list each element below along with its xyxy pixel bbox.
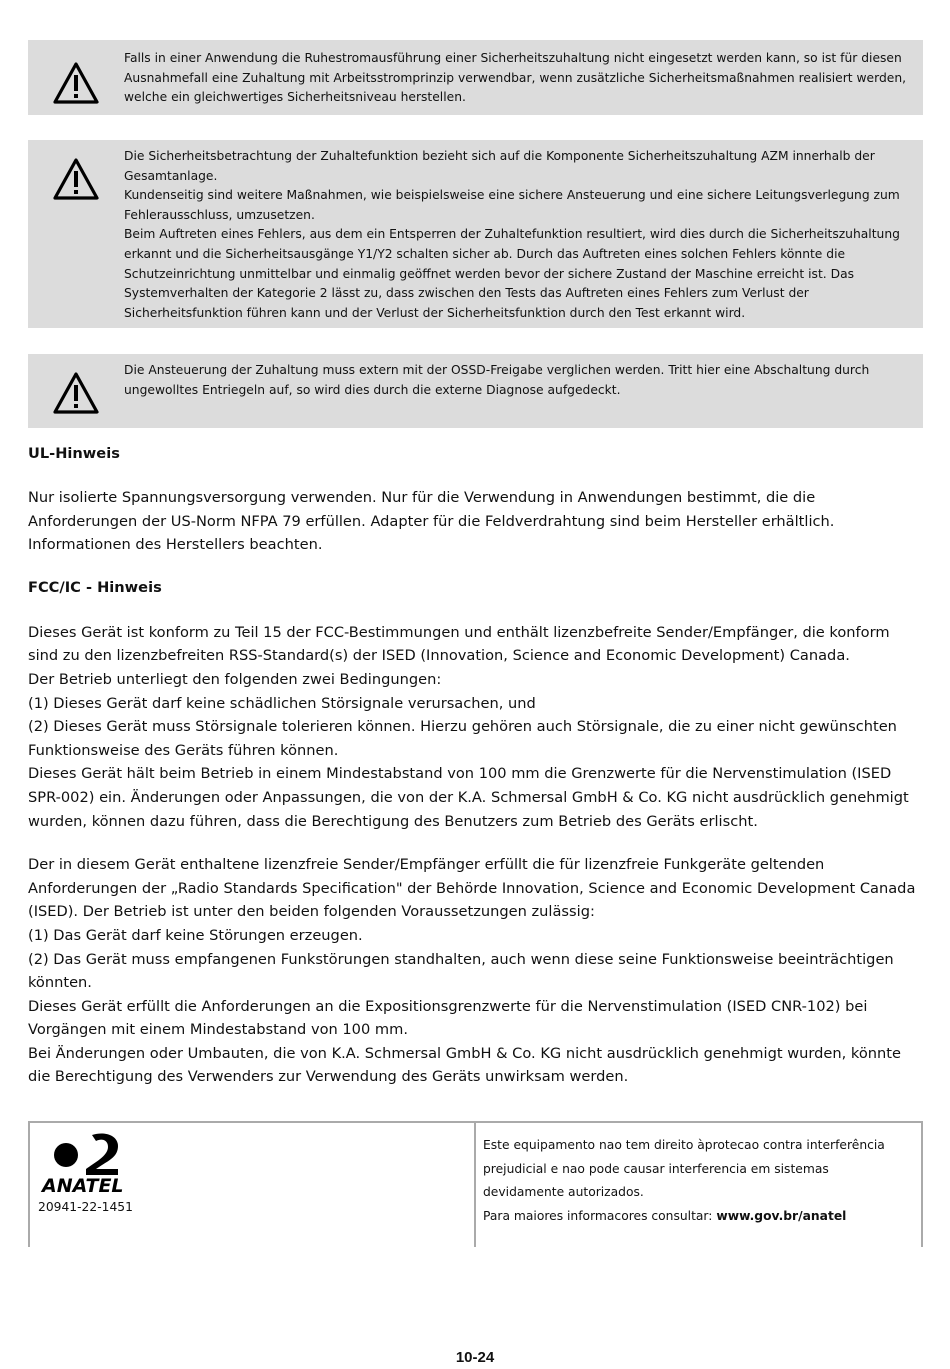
anatel-code: 20941-22-1451 (38, 1200, 133, 1215)
fcc-paragraph: (2) Dieses Gerät muss Störsignale tolerieren können. Hierzu gehören auch Störsignale, die zu einer nicht gewünschten Funktionsweise des Geräts führen können. (28, 718, 897, 759)
fcc-paragraph: Der Betrieb unterliegt den folgenden zwei Bedingungen: (28, 670, 442, 688)
ul-text: Nur isolierte Spannungsversorgung verwenden. Nur für die Verwendung in Anwendungen bestimmt, die die Anforderungen der US-Norm NFPA 79 erfüllen. Adapter für die Feldverdrahtung sind beim Hersteller erhältlich. Informationen des Herstellers beachten. (28, 489, 835, 554)
anatel-url: www.gov.br/anatel (716, 1208, 847, 1223)
warning-text: Die Ansteuerung der Zuhaltung muss extern mit der OSSD-Freigabe verglichen werden. Tritt hier eine Abschaltung durch ungewolltes Entriegeln auf, so wird dies durch die externe Diagnose aufgedeckt. (124, 363, 870, 397)
anatel-logo-cell (30, 1123, 476, 1247)
anatel-consult-label: Para maiores informacores consultar: (483, 1208, 717, 1223)
warning-triangle-icon (52, 371, 100, 415)
fcc-paragraph: (1) Dieses Gerät darf keine schädlichen Störsignale verursachen, und (28, 694, 536, 712)
warning-text: Kundenseitig sind weitere Maßnahmen, wie beispielsweise eine sichere Ansteuerung und eine sichere Leitungsverlegung zum Fehlerausschluss, umzusetzen. (124, 188, 900, 222)
warning-box (28, 40, 923, 115)
ul-heading: UL-Hinweis (28, 445, 120, 462)
warning-box (28, 140, 923, 328)
ised-paragraph: Dieses Gerät erfüllt die Anforderungen an die Expositionsgrenzwerte für die Nervenstimulation (ISED CNR-102) bei Vorgängen mit einem Mindestabstand von 100 mm. (28, 997, 868, 1039)
page-number: 10-24 (455, 1349, 495, 1366)
anatel-logo-icon (40, 1129, 124, 1195)
warning-text: Beim Auftreten eines Fehlers, aus dem ein Entsperren der Zuhaltefunktion resultiert, wird dies durch die Sicherheitszuhaltung erkannt und die Sicherheitsausgänge Y1/Y2 schalten sicher ab. Durch das Auftreten eines solchen Fehlers könnte die Schutzeinrichtung unmittelbar und einmalig geöffnet werden bevor der sichere Zustand der Maschine erreicht ist. Das Systemverhalten der Kategorie 2 lässt zu, dass zwischen den Tests das Auftreten eines Fehlers zum Verlust der Sicherheitsfunktion führen kann und der Verlust der Sicherheitsfunktion durch den Test erkannt wird. (124, 227, 900, 320)
document-page (28, 40, 923, 1247)
anatel-notice: Este equipamento nao tem direito àprotecao contra interferência prejudicial e nao pode causar interferencia em sistemas devidamente autorizados. (483, 1138, 885, 1200)
fcc-paragraph: Dieses Gerät ist konform zu Teil 15 der FCC-Bestimmungen und enthält lizenzbefreite Sender/Empfänger, die konform sind zu den lizenzbefreiten RSS-Standard(s) der ISED (Innovation, Science and Economic Development) Canada. (28, 623, 890, 665)
warning-triangle-icon (52, 157, 100, 201)
anatel-consult (483, 1205, 913, 1229)
ised-paragraph: Bei Änderungen oder Umbauten, die von K.A. Schmersal GmbH & Co. KG nicht ausdrücklich genehmigt wurden, könnte die Berechtigung des Verwenders zur Verwendung des Geräts unwirksam werden. (28, 1044, 901, 1086)
warning-text: Falls in einer Anwendung die Ruhestromausführung einer Sicherheitszuhaltung nicht eingesetzt werden kann, so ist für diesen Ausnahmefall eine Zuhaltung mit Arbeitsstromprinzip verwendbar, wenn zusätzliche Sicherheitsmaßnahmen realisiert werden, welche ein gleichwertiges Sicherheitsniveau herstellen. (124, 51, 907, 105)
ised-paragraph: (2) Das Gerät muss empfangenen Funkstörungen standhalten, auch wenn diese seine Funktionsweise beeinträchtigen könnten. (28, 950, 894, 992)
warning-box (28, 354, 923, 428)
warning-text: Die Sicherheitsbetrachtung der Zuhaltefunktion bezieht sich auf die Komponente Sicherheitszuhaltung AZM innerhalb der Gesamtanlage. (124, 149, 875, 183)
fcc-paragraph: Dieses Gerät hält beim Betrieb in einem Mindestabstand von 100 mm die Grenzwerte für die Nervenstimulation (ISED SPR-002) ein. Änderungen oder Anpassungen, die von der K.A. Schmersal GmbH & Co. KG nicht ausdrücklich genehmigt wurden, können dazu führen, dass die Berechtigung des Benutzers zum Betrieb des Geräts erlischt. (28, 765, 909, 830)
anatel-table (28, 1121, 923, 1247)
fcc-heading: FCC/IC - Hinweis (28, 578, 162, 596)
ised-paragraph: (1) Das Gerät darf keine Störungen erzeugen. (28, 926, 363, 944)
ised-paragraph: Der in diesem Gerät enthaltene lizenzfreie Sender/Empfänger erfüllt die für lizenzfreie Funkgeräte geltenden Anforderungen der „Radio Standards Specification" der Behörde Innovation, Science and Economic Development Canada (ISED). Der Betrieb ist unter den beiden folgenden Voraussetzungen zulässig: (28, 856, 916, 921)
svg-text:ANATEL: ANATEL (42, 1175, 124, 1196)
anatel-notice-cell (476, 1123, 921, 1247)
warning-triangle-icon (52, 61, 100, 105)
